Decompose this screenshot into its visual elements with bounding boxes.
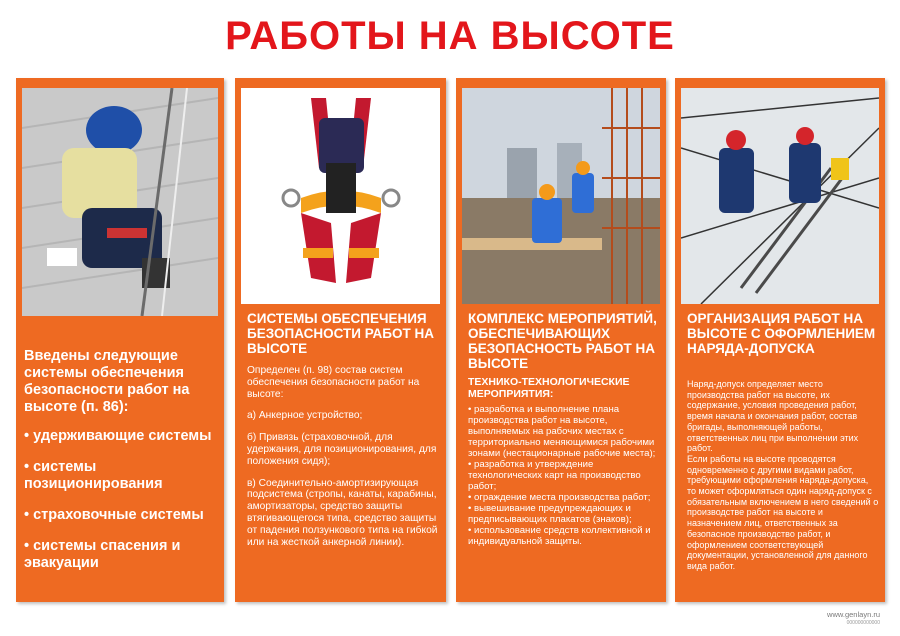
paragraph: Определен (п. 98) состав систем обеспечения безопасности работ на высоте: (247, 365, 420, 400)
power-line-workers-photo (681, 88, 879, 304)
worker-on-rope-photo (22, 88, 218, 316)
panel-safety-measures (456, 78, 666, 602)
list-item: • страховочные системы (24, 507, 218, 524)
list-item: • системы позиционирования (24, 459, 218, 493)
paragraph: Если работы на высоте проводятся одновременно с другими видами работ, требующими оформления наряда-допуска, то может оформляться один наряд-допуск с обязательным включением в него сведений о производстве работ на высоте и назначением лиц, ответственных за безопасное производство работ, и оформлением соответствующей документации, установленной для данного вида работ. (687, 453, 879, 571)
panel-subheading: ТЕХНИКО-ТЕХНОЛОГИЧЕСКИЕ МЕРОПРИЯТИЯ: (468, 376, 630, 400)
paragraph: а) Анкерное устройство; (247, 410, 363, 422)
intro-text: Введены следующие системы обеспечения безопасности работ на высоте (п. 86): (24, 348, 190, 415)
list-item: • ограждение места производства работ; (468, 492, 660, 503)
panel-body (247, 365, 440, 558)
footer (827, 611, 880, 627)
panel-safety-systems-list (16, 78, 224, 602)
paragraph: Наряд-допуск определяет место производства работ на высоте, их содержание, условия проведения работ, время начала и окончания работ, состав бригады, выполняющей работы, ответственных лиц при выполнении этих работ. (687, 379, 859, 454)
measures-list (468, 404, 660, 547)
paragraph: в) Соединительно-амортизирующая подсистема (стропы, канаты, карабины, амортизаторы, средство защиты втягивающегося типа, средство защиты от падения ползункового типа на гибкой или на жесткой анкерной линии). (247, 477, 438, 548)
panel-work-permit (675, 78, 885, 602)
panel-heading: ОРГАНИЗАЦИЯ РАБОТ НА ВЫСОТЕ С ОФОРМЛЕНИЕМ НАРЯДА-ДОПУСКА (687, 311, 876, 356)
panel-safety-system-composition (235, 78, 446, 602)
list-item: • разработка и выполнение плана производства работ на высоте, выполняемых на рабочих местах с территориально меняющимися рабочими зонами (нестационарные рабочие места); (468, 404, 660, 459)
panel-body (687, 379, 879, 572)
systems-list (24, 428, 218, 572)
page-title: РАБОТЫ НА ВЫСОТЕ (225, 14, 675, 58)
list-item: • системы спасения и эвакуации (24, 538, 218, 572)
panel-heading: СИСТЕМЫ ОБЕСПЕЧЕНИЯ БЕЗОПАСНОСТИ РАБОТ НА ВЫСОТЕ (247, 311, 434, 356)
list-item: • удерживающие системы (24, 428, 218, 445)
panel-body (468, 404, 660, 547)
paragraph: б) Привязь (страховочной, для удержания, для позиционирования, для положения сидя); (247, 432, 437, 467)
panel-heading: КОМПЛЕКС МЕРОПРИЯТИЙ, ОБЕСПЕЧИВАЮЩИХ БЕЗОПАСНОСТЬ РАБОТ НА ВЫСОТЕ (468, 311, 657, 371)
list-item: • вывешивание предупреждающих и предписывающих плакатов (знаков); (468, 503, 660, 525)
product-code: 000000000000 (846, 620, 880, 626)
list-item: • использование средств коллективной и индивидуальной защиты. (468, 525, 660, 547)
safety-harness-photo (241, 88, 440, 304)
list-item: • разработка и утверждение технологических карт на производство работ; (468, 459, 660, 492)
construction-workers-photo (462, 88, 660, 304)
site-link[interactable]: www.genlayn.ru (827, 610, 880, 619)
